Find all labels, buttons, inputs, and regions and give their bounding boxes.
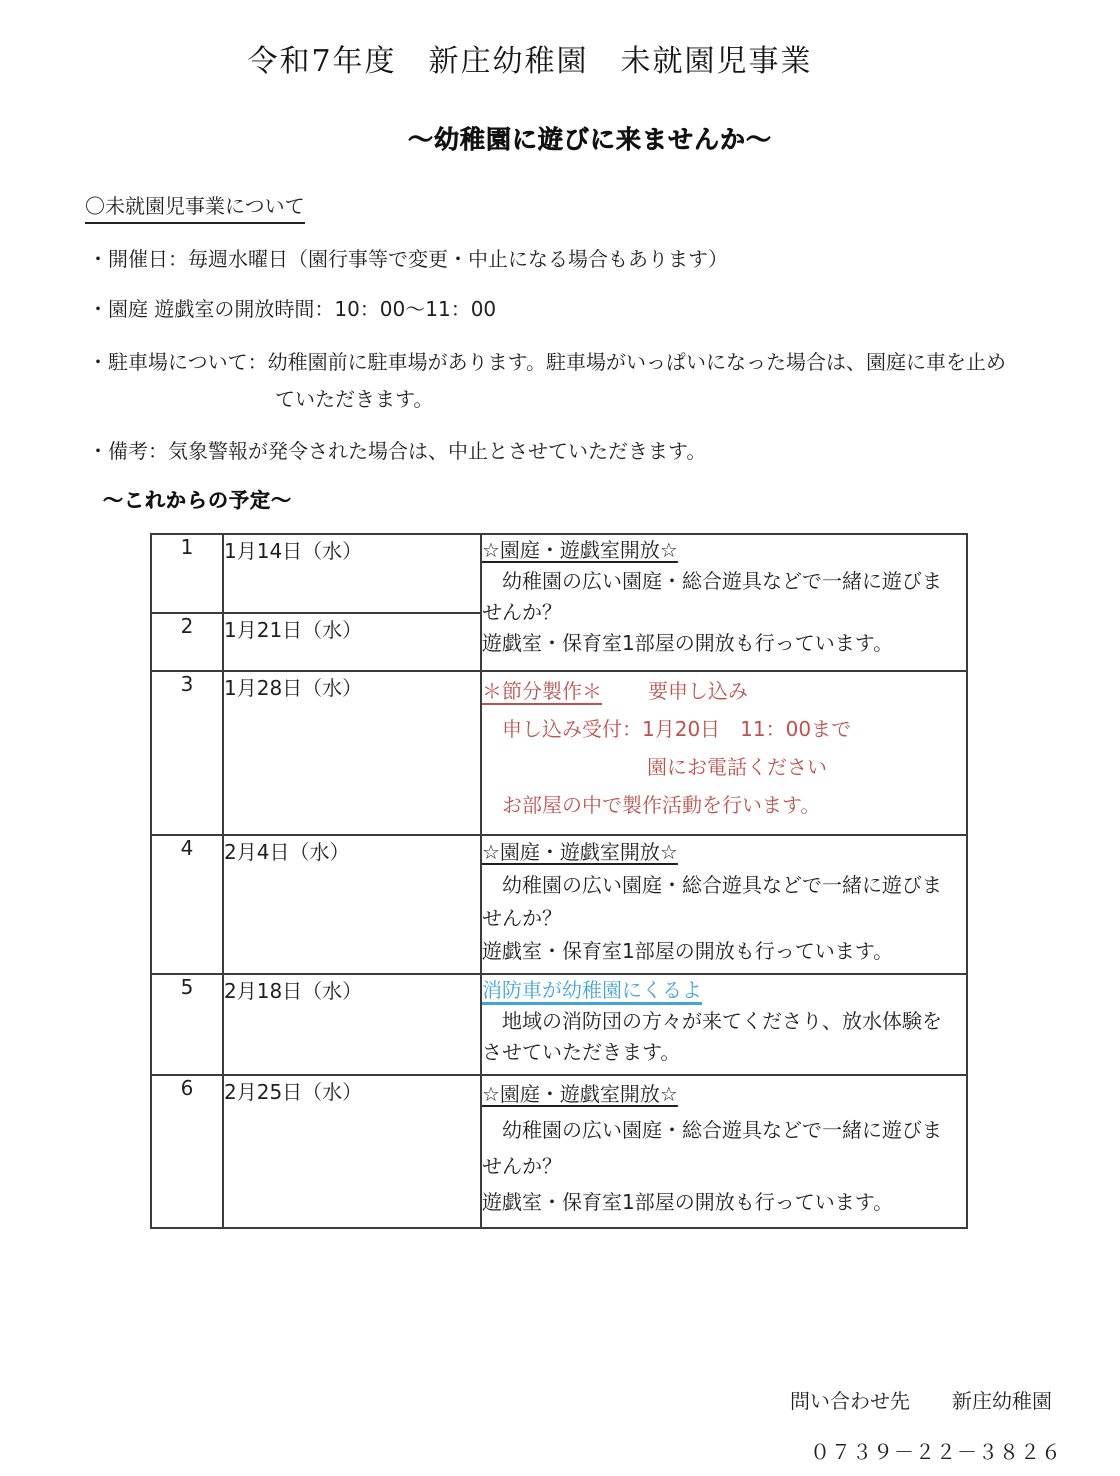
event-line: 幼稚園の広い園庭・総合遊具などで一緒に遊びま (482, 569, 942, 593)
schedule-heading: ～これからの予定～ (103, 488, 292, 512)
date-cell: 2月18日（水） (223, 974, 481, 1075)
table-row (151, 1075, 967, 1228)
row-number-cell: 3 (151, 671, 223, 835)
signup-required-note: 要申し込み (648, 679, 748, 703)
table-row (151, 835, 967, 974)
date-cell: 2月4日（水） (223, 835, 481, 974)
event-title: ＊節分製作＊ 要申し込み (482, 679, 748, 703)
event-title: ☆園庭・遊戯室開放☆ (482, 538, 678, 562)
event-line: 幼稚園の広い園庭・総合遊具などで一緒に遊びま (482, 1118, 942, 1142)
bullet-open-hours: ・園庭 遊戯室の開放時間：10：00～11：00 (88, 297, 497, 321)
bullet-parking-line1: ・駐車場について：幼稚園前に駐車場があります。駐車場がいっぱいになった場合は、園庭に車を止め (88, 350, 1006, 374)
event-cell-setsubun (481, 671, 967, 835)
table-row (151, 534, 967, 613)
event-line: 園にお電話ください (647, 755, 827, 779)
event-cell-fire-truck (481, 974, 967, 1075)
page-subtitle: ～幼稚園に遊びに来ませんか～ (407, 125, 772, 154)
event-cell-open-feb4 (481, 835, 967, 974)
event-line: 遊戯室・保育室1部屋の開放も行っています。 (482, 1190, 894, 1214)
section-heading: 〇未就園児事業について (85, 190, 305, 224)
event-line: 申し込み受付：1月20日 11：00まで (482, 717, 852, 741)
event-line: 幼稚園の広い園庭・総合遊具などで一緒に遊びま (482, 873, 942, 897)
date-cell: 1月14日（水） (223, 534, 481, 613)
event-line: せんか？ (482, 906, 562, 930)
event-line: お部屋の中で製作活動を行います。 (482, 793, 821, 817)
table-row (151, 671, 967, 835)
contact-name: 新庄幼稚園 (952, 1389, 1052, 1413)
footer-contact (0, 1385, 1120, 1414)
event-line: 遊戯室・保育室1部屋の開放も行っています。 (482, 939, 894, 963)
footer-phone: ０７３９－２２－３８２６ (810, 1440, 1062, 1464)
event-title: ☆園庭・遊戯室開放☆ (482, 1082, 678, 1106)
row-number-cell: 1 (151, 534, 223, 613)
bullet-remarks: ・備考：気象警報が発令された場合は、中止とさせていただきます。 (88, 439, 707, 463)
event-line: 遊戯室・保育室1部屋の開放も行っています。 (482, 631, 894, 655)
date-cell: 1月21日（水） (223, 613, 481, 671)
row-number-cell: 4 (151, 835, 223, 974)
row-number-cell: 6 (151, 1075, 223, 1228)
event-title: ☆園庭・遊戯室開放☆ (482, 840, 678, 864)
contact-label: 問い合わせ先 (790, 1389, 910, 1413)
event-line: 地域の消防団の方々が来てくださり、放水体験を (482, 1009, 942, 1033)
event-cell-open-feb25 (481, 1075, 967, 1228)
table-row (151, 974, 967, 1075)
page-title: 令和7年度 新庄幼稚園 未就園児事業 (247, 44, 813, 79)
event-line: せんか？ (482, 600, 562, 624)
bullet-event-day: ・開催日：毎週水曜日（園行事等で変更・中止になる場合もあります） (88, 247, 728, 271)
row-number-cell: 5 (151, 974, 223, 1075)
event-cell-open-jan (481, 534, 967, 671)
row-number-cell: 2 (151, 613, 223, 671)
date-cell: 2月25日（水） (223, 1075, 481, 1228)
schedule-table (150, 533, 968, 1229)
event-title: 消防車が幼稚園にくるよ (482, 978, 702, 1002)
date-cell: 1月28日（水） (223, 671, 481, 835)
event-line: させていただきます。 (482, 1040, 681, 1064)
bullet-parking-line2: ていただきます。 (275, 387, 434, 411)
event-line: せんか？ (482, 1154, 562, 1178)
